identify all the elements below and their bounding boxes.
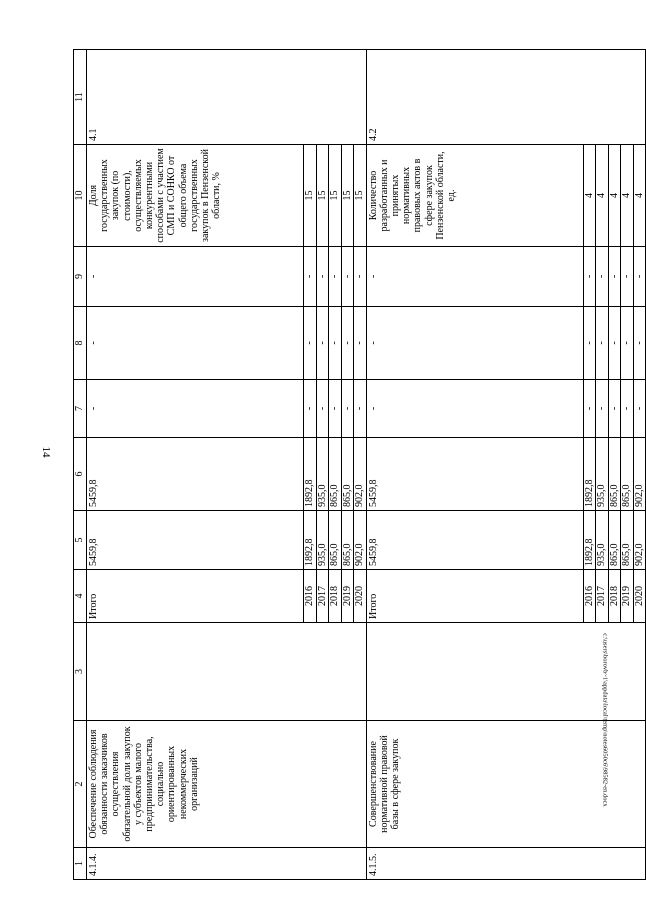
activity-name: Обеспечение соблюдения обязанности заказчиков осуществления обязательной доли закупок у субъектов малого предпринимательства, социально ориентированных некоммерческих организаций <box>87 721 367 848</box>
year-indicator-value: 15 <box>316 145 329 247</box>
column-number: 8 <box>74 307 87 380</box>
year-cell: 2016 <box>583 570 596 623</box>
year-federal-budget: - <box>608 380 621 438</box>
year-federal-budget: - <box>596 380 609 438</box>
year-regional-budget: 865,0 <box>341 438 354 511</box>
indicator-name: Количество разработанных и принятых нормативных правовых актов в сфере закупок Пензенской области, ед. <box>366 145 583 247</box>
year-cell: 2017 <box>316 570 329 623</box>
year-amount: 865,0 <box>341 511 354 570</box>
year-other-sources: - <box>304 247 317 307</box>
year-local-budget: - <box>608 307 621 380</box>
year-regional-budget: 935,0 <box>596 438 609 511</box>
year-cell: 2019 <box>621 570 634 623</box>
total-federal-budget: - <box>87 380 304 438</box>
year-indicator-value: 4 <box>633 145 646 247</box>
year-local-budget: - <box>354 307 367 380</box>
year-federal-budget: - <box>304 380 317 438</box>
footer-file-path: c:\users\borovb~1\appdata\local\temp\notes6050c6\98582-еn.docx <box>601 633 609 807</box>
year-local-budget: - <box>596 307 609 380</box>
year-other-sources: - <box>596 247 609 307</box>
year-regional-budget: 902,0 <box>633 438 646 511</box>
year-other-sources: - <box>341 247 354 307</box>
indicator-ref: 4.1 <box>87 50 367 145</box>
column-number: 9 <box>74 247 87 307</box>
year-amount: 865,0 <box>608 511 621 570</box>
year-cell: 2018 <box>608 570 621 623</box>
year-other-sources: - <box>583 247 596 307</box>
column-number: 10 <box>74 145 87 247</box>
column-number: 7 <box>74 380 87 438</box>
page-number: 14 <box>40 446 52 458</box>
year-amount: 935,0 <box>316 511 329 570</box>
year-amount: 865,0 <box>329 511 342 570</box>
total-other-sources: - <box>87 247 304 307</box>
total-regional-budget: 5459,8 <box>87 438 304 511</box>
year-cell: 2017 <box>596 570 609 623</box>
total-label: Итого <box>366 570 583 623</box>
year-cell: 2020 <box>354 570 367 623</box>
year-cell: 2018 <box>329 570 342 623</box>
total-local-budget: - <box>366 307 583 380</box>
year-local-budget: - <box>341 307 354 380</box>
column-number-row <box>74 50 87 880</box>
table-body <box>74 50 646 880</box>
activity-name: Совершенствование нормативной правовой базы в сфере закупок <box>366 721 646 848</box>
column-number: 4 <box>74 570 87 623</box>
activity-row <box>366 50 583 880</box>
year-regional-budget: 902,0 <box>354 438 367 511</box>
year-federal-budget: - <box>633 380 646 438</box>
activity-code: 4.1.5. <box>366 848 646 880</box>
year-indicator-value: 15 <box>304 145 317 247</box>
column-number: 1 <box>74 848 87 880</box>
year-regional-budget: 865,0 <box>608 438 621 511</box>
total-amount: 5459,8 <box>87 511 304 570</box>
year-local-budget: - <box>316 307 329 380</box>
year-cell: 2020 <box>633 570 646 623</box>
year-regional-budget: 865,0 <box>329 438 342 511</box>
year-amount: 1892,8 <box>304 511 317 570</box>
year-indicator-value: 15 <box>341 145 354 247</box>
total-local-budget: - <box>87 307 304 380</box>
year-local-budget: - <box>304 307 317 380</box>
year-amount: 1892,8 <box>583 511 596 570</box>
year-federal-budget: - <box>341 380 354 438</box>
activity-executor <box>87 623 367 721</box>
year-indicator-value: 15 <box>354 145 367 247</box>
column-number: 11 <box>74 50 87 145</box>
year-indicator-value: 15 <box>329 145 342 247</box>
total-regional-budget: 5459,8 <box>366 438 583 511</box>
year-indicator-value: 4 <box>596 145 609 247</box>
column-number: 2 <box>74 721 87 848</box>
year-amount: 902,0 <box>354 511 367 570</box>
year-cell: 2019 <box>341 570 354 623</box>
year-local-budget: - <box>329 307 342 380</box>
total-label: Итого <box>87 570 304 623</box>
year-regional-budget: 865,0 <box>621 438 634 511</box>
column-number: 3 <box>74 623 87 721</box>
year-other-sources: - <box>608 247 621 307</box>
total-amount: 5459,8 <box>366 511 583 570</box>
column-number: 6 <box>74 438 87 511</box>
year-regional-budget: 935,0 <box>316 438 329 511</box>
year-federal-budget: - <box>329 380 342 438</box>
year-cell: 2016 <box>304 570 317 623</box>
year-federal-budget: - <box>316 380 329 438</box>
year-amount: 902,0 <box>633 511 646 570</box>
column-number: 5 <box>74 511 87 570</box>
year-local-budget: - <box>621 307 634 380</box>
year-other-sources: - <box>329 247 342 307</box>
year-indicator-value: 4 <box>608 145 621 247</box>
year-other-sources: - <box>621 247 634 307</box>
year-indicator-value: 4 <box>583 145 596 247</box>
year-indicator-value: 4 <box>621 145 634 247</box>
activity-code: 4.1.4. <box>87 848 367 880</box>
year-other-sources: - <box>316 247 329 307</box>
year-federal-budget: - <box>583 380 596 438</box>
year-other-sources: - <box>354 247 367 307</box>
indicator-name: Доля государственных закупок (по стоимости), осуществляемых конкурентными способами с участием СМП и СОНКО от общего объема государственных закупок в Пензенской области, % <box>87 145 304 247</box>
year-regional-budget: 1892,8 <box>304 438 317 511</box>
year-local-budget: - <box>633 307 646 380</box>
total-other-sources: - <box>366 247 583 307</box>
year-regional-budget: 1892,8 <box>583 438 596 511</box>
year-amount: 935,0 <box>596 511 609 570</box>
year-federal-budget: - <box>621 380 634 438</box>
year-federal-budget: - <box>354 380 367 438</box>
year-other-sources: - <box>633 247 646 307</box>
year-local-budget: - <box>583 307 596 380</box>
year-amount: 865,0 <box>621 511 634 570</box>
activity-executor <box>366 623 646 721</box>
total-federal-budget: - <box>366 380 583 438</box>
activity-row <box>87 50 304 880</box>
indicator-ref: 4.2 <box>366 50 646 145</box>
program-activities-table <box>73 49 646 880</box>
